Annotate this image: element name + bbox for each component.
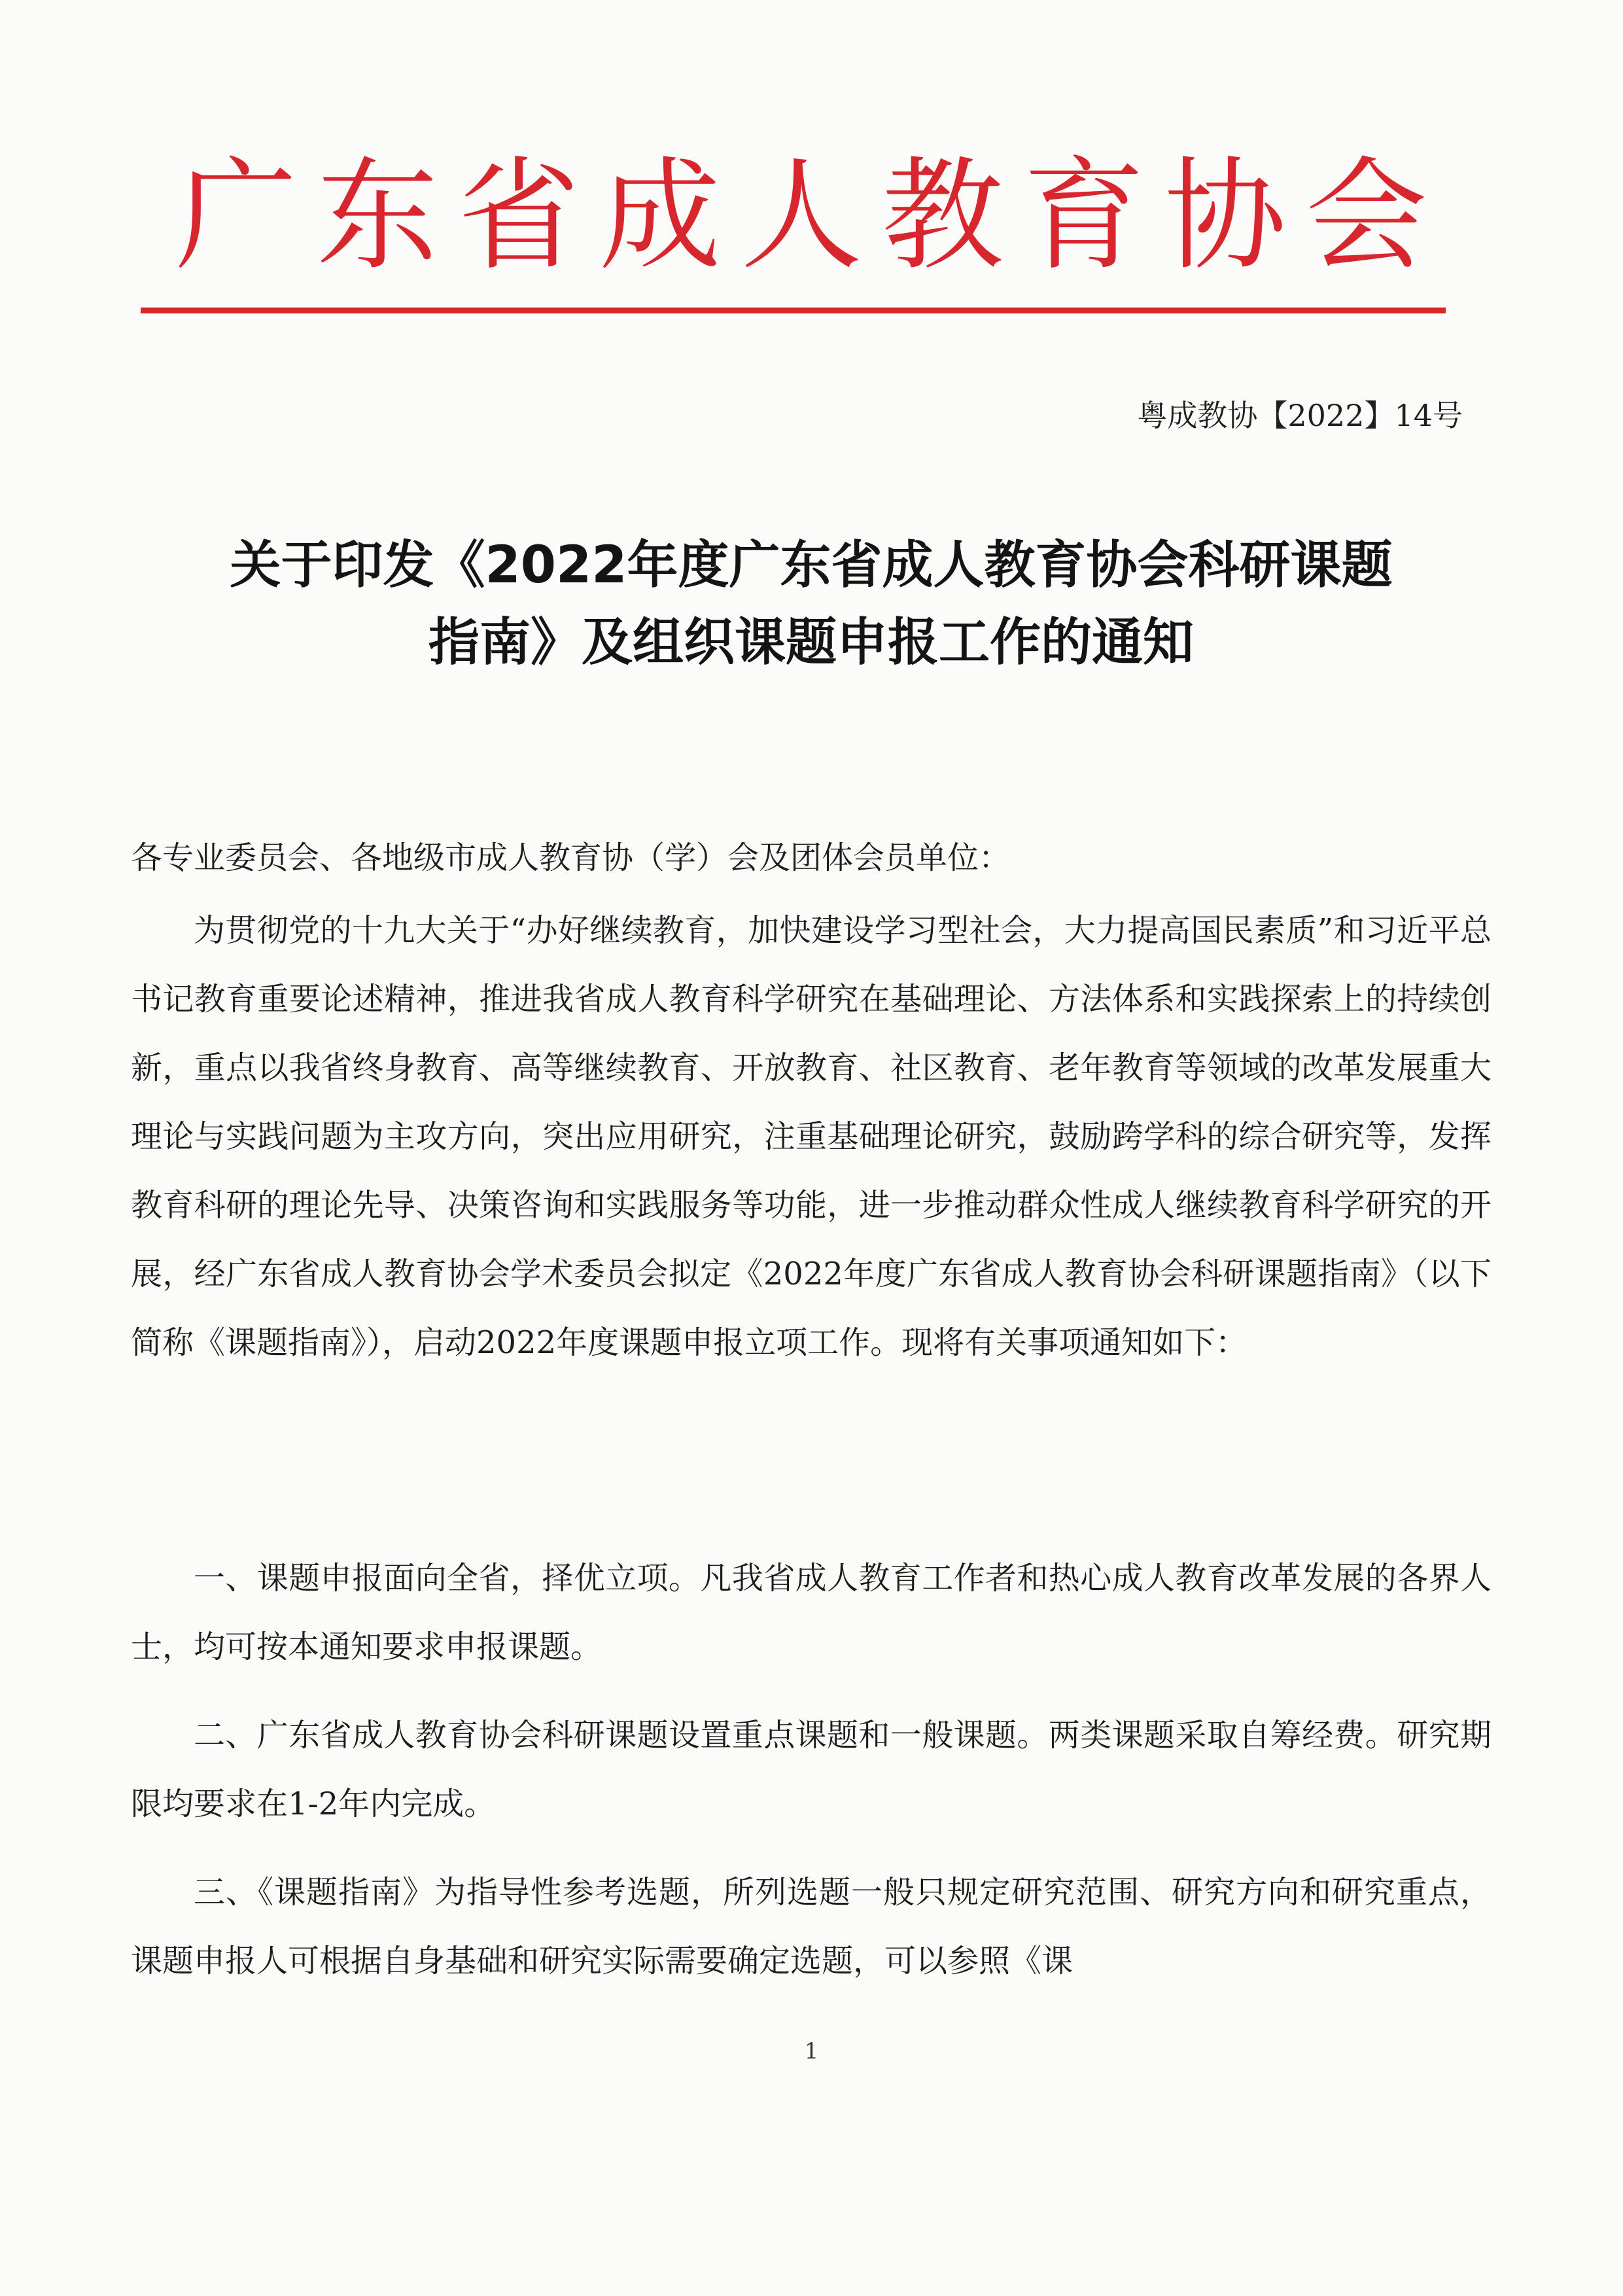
document-title	[118, 527, 1505, 681]
body-paragraph-1	[131, 896, 1492, 1377]
body-paragraph-3	[131, 1701, 1492, 1839]
document-number: 粤成教协【2022】14号	[1137, 398, 1463, 433]
page-number: 1	[804, 2038, 819, 2064]
body-paragraph-4	[131, 1858, 1492, 1996]
paragraph-text: 为贯彻党的十九大关于“办好继续教育，加快建设学习型社会，大力提高国民素质”和习近平总书记教育重要论述精神，推进我省成人教育科学研究在基础理论、方法体系和实践探索上的持续创新，重点以我省终身教育、高等继续教育、开放教育、社区教育、老年教育等领域的改革发展重大理论与实践问题为主攻方向，突出应用研究，注重基础理论研究，鼓励跨学科的综合研究等，发挥教育科研的理论先导、决策咨询和实践服务等功能，进一步推动群众性成人继续教育科学研究的开展，经广东省成人教育协会学术委员会拟定《2022年度广东省成人教育协会科研课题指南》（以下简称《课题指南》），启动2022年度课题申报立项工作。现将有关事项通知如下：	[131, 912, 1492, 1361]
paragraph-text: 一、课题申报面向全省，择优立项。凡我省成人教育工作者和热心成人教育改革发展的各界人士，均可按本通知要求申报课题。	[131, 1560, 1492, 1665]
paragraph-text: 二、广东省成人教育协会科研课题设置重点课题和一般课题。两类课题采取自筹经费。研究期限均要求在1-2年内完成。	[131, 1717, 1492, 1822]
body-paragraph-2	[131, 1544, 1492, 1682]
title-line-1: 关于印发《2022年度广东省成人教育协会科研课题	[230, 536, 1393, 595]
salutation: 各专业委员会、各地级市成人教育协（学）会及团体会员单位：	[131, 839, 1011, 876]
paragraph-text: 三、《课题指南》为指导性参考选题，所列选题一般只规定研究范围、研究方向和研究重点，课题申报人可根据自身基础和研究实际需要确定选题，可以参照《课	[131, 1874, 1492, 1979]
letterhead-red-rule	[141, 308, 1446, 313]
letterhead-org-name: 广东省成人教育协会	[175, 145, 1447, 287]
title-line-2: 指南》及组织课题申报工作的通知	[428, 613, 1194, 672]
